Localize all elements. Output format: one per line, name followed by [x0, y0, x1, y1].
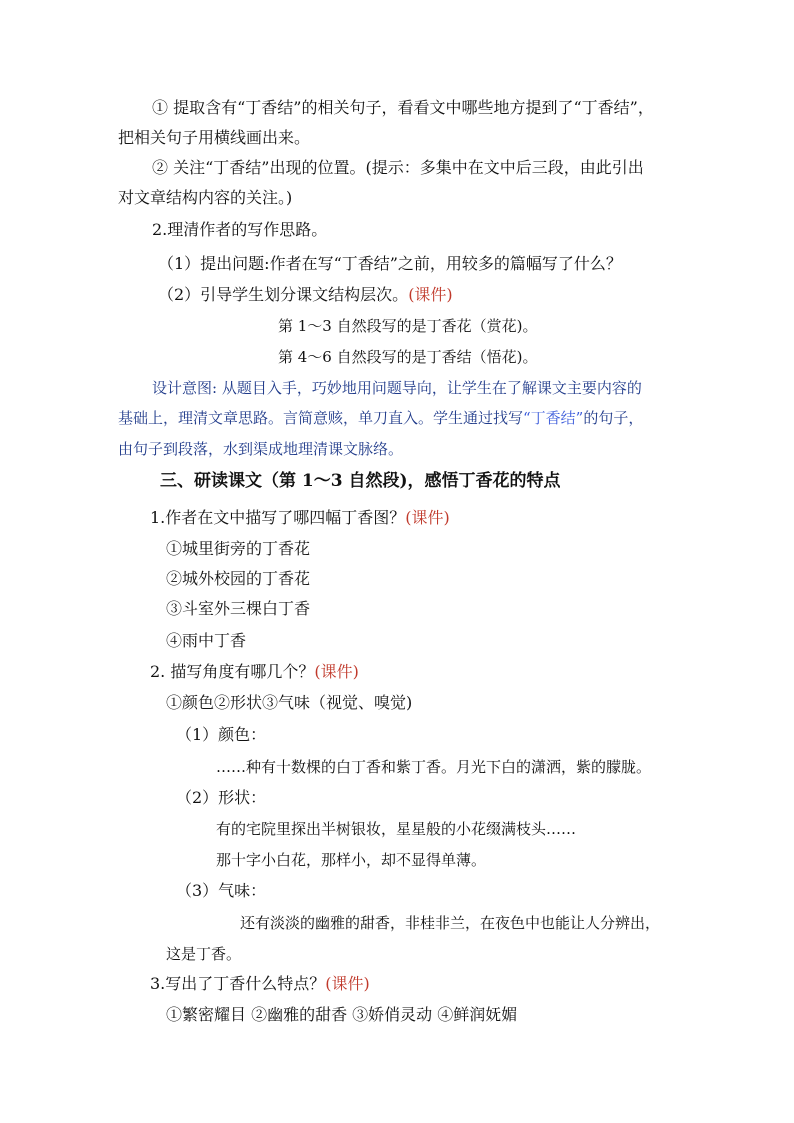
structure-line-1: 第 1～3 自然段写的是丁香花（赏花)。	[278, 317, 538, 335]
shape-quote-2: 那十字小白花，那样小，却不显得单薄。	[216, 851, 487, 869]
picture-item-2: ②城外校园的丁香花	[166, 569, 311, 588]
courseware-tag: (课件)	[325, 974, 370, 993]
shape-quote-1: 有的宅院里探出半树银妆，星星般的小花缀满枝头……	[216, 820, 577, 838]
smell-label: （3）气味：	[176, 881, 267, 900]
picture-item-3: ③斗室外三棵白丁香	[166, 599, 311, 618]
picture-item-4: ④雨中丁香	[166, 631, 247, 650]
question-1: （1）提出问题:作者在写“丁香结”之前，用较多的篇幅写了什么？	[158, 254, 622, 273]
picture-item-1: ①城里街旁的丁香花	[166, 539, 311, 558]
smell-quote-2: 这是丁香。	[166, 945, 242, 963]
shape-label: （2）形状：	[176, 788, 267, 807]
angles-line: ①颜色②形状③气味（视觉、嗅觉)	[166, 693, 413, 712]
circled-number: ②	[152, 158, 169, 177]
q3-heading: 3.写出了丁香什么特点？(课件)	[150, 974, 370, 993]
step-2-line-1: ② 关注“丁香结”出现的位置。(提示：多集中在文中后三段，由此引出	[152, 158, 644, 177]
color-label: （1）颜色：	[176, 725, 267, 744]
quoted-term: “丁香结”	[523, 409, 584, 427]
section-3-heading: 三、研读课文（第 1～3 自然段)，感悟丁香花的特点	[160, 471, 561, 491]
courseware-tag: (课件)	[405, 508, 450, 527]
features-line: ①繁密耀目 ②幽雅的甜香 ③娇俏灵动 ④鲜润妩媚	[166, 1005, 518, 1024]
q2-heading: 2. 描写角度有哪几个？(课件)	[150, 662, 359, 681]
step-1-line-1: ① 提取含有“丁香结”的相关句子，看看文中哪些地方提到了“丁香结”，	[152, 98, 654, 117]
step-2-line-2: 对文章结构内容的关注。)	[118, 188, 293, 207]
courseware-tag: (课件)	[314, 662, 359, 681]
circled-number: ①	[152, 98, 169, 117]
color-quote: ……种有十数棵的白丁香和紫丁香。月光下白的潇洒，紫的朦胧。	[216, 758, 652, 776]
q1-heading: 1.作者在文中描写了哪四幅丁香图？(课件)	[150, 508, 450, 527]
smell-quote-1: 还有淡淡的幽雅的甜香，非桂非兰，在夜色中也能让人分辨出，	[240, 914, 661, 932]
question-2: （2）引导学生划分课文结构层次。(课件)	[158, 285, 453, 304]
section-2-heading: 2.理清作者的写作思路。	[152, 220, 328, 239]
structure-line-2: 第 4～6 自然段写的是丁香结（悟花)。	[278, 348, 538, 366]
design-intent-line-3: 由句子到段落，水到渠成地理清课文脉络。	[118, 440, 404, 458]
design-intent-line-1: 设计意图: 从题目入手，巧妙地用问题导向，让学生在了解课文主要内容的	[152, 379, 642, 397]
design-intent-line-2: 基础上，理清文章思路。言简意赅，单刀直入。学生通过找写“丁香结”的句子，	[118, 409, 644, 427]
step-1-line-2: 把相关句子用横线画出来。	[118, 128, 311, 147]
courseware-tag: (课件)	[408, 285, 453, 304]
